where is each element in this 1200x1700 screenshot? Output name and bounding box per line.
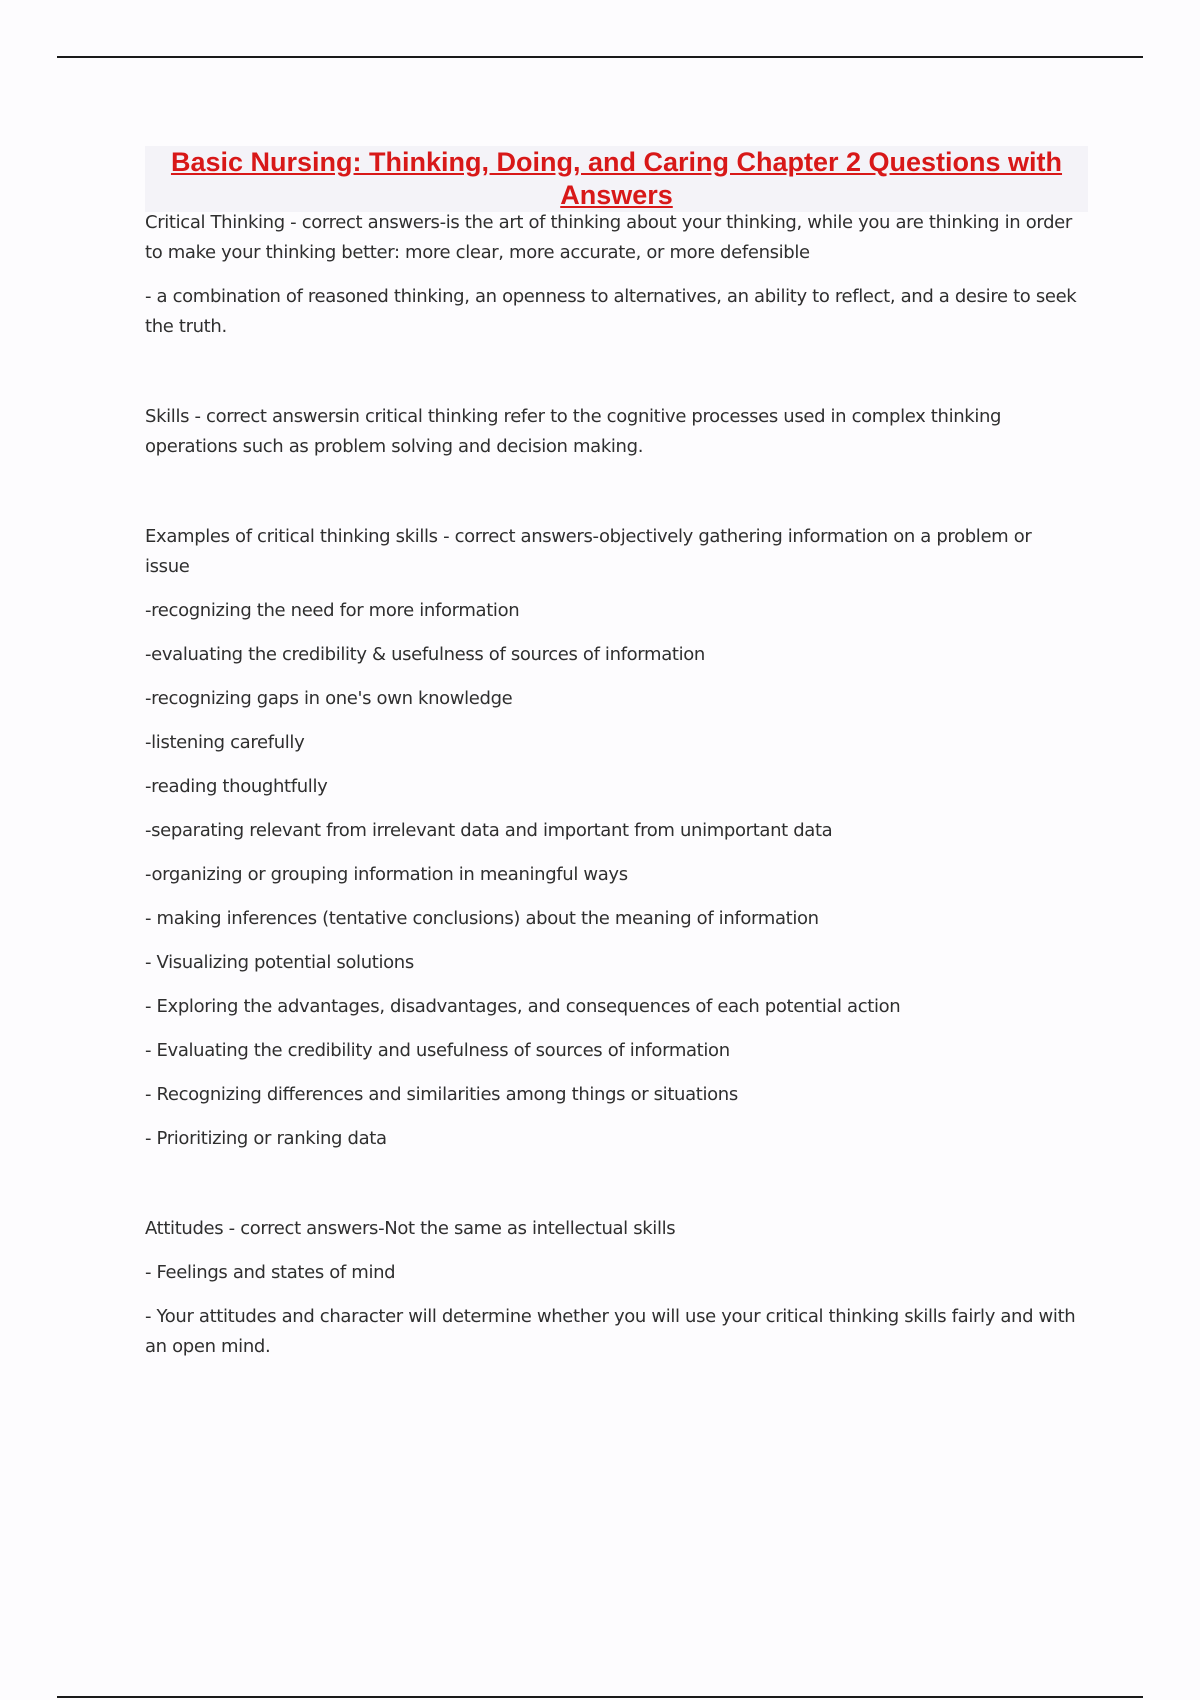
list-item: -organizing or grouping information in meaningful ways	[145, 864, 628, 885]
section-critical-thinking	[145, 208, 1080, 342]
spacer	[145, 1168, 1080, 1214]
paragraph: Attitudes - correct answers-Not the same as intellectual skills	[145, 1218, 676, 1239]
list-item: - making inferences (tentative conclusions) about the meaning of information	[145, 908, 819, 929]
list-item: -recognizing gaps in one's own knowledge	[145, 688, 513, 709]
spacer	[145, 476, 1080, 522]
list-item: -reading thoughtfully	[145, 776, 328, 797]
title-box	[145, 146, 1088, 212]
paragraph: Examples of critical thinking skills - correct answers-objectively gathering information on a problem or issue	[145, 526, 1032, 577]
paragraph: Critical Thinking - correct answers-is the art of thinking about your thinking, while you are thinking in order to make your thinking better: more clear, more accurate, or more defensible	[145, 212, 1072, 263]
list-item: -listening carefully	[145, 732, 305, 753]
list-item: - Exploring the advantages, disadvantages, and consequences of each potential action	[145, 996, 901, 1017]
document-title: Basic Nursing: Thinking, Doing, and Caring Chapter 2 Questions with Answers	[170, 147, 1063, 210]
section-skills	[145, 402, 1080, 462]
section-attitudes	[145, 1214, 1080, 1362]
list-item: -separating relevant from irrelevant data and important from unimportant data	[145, 820, 833, 841]
list-item: - Visualizing potential solutions	[145, 952, 414, 973]
spacer	[145, 356, 1080, 402]
list-item: - Your attitudes and character will determine whether you will use your critical thinking skills fairly and with an open mind.	[145, 1306, 1076, 1357]
document-body	[145, 208, 1080, 1376]
list-item: - Recognizing differences and similarities among things or situations	[145, 1084, 738, 1105]
top-rule	[57, 56, 1143, 58]
list-item: -evaluating the credibility & usefulness of sources of information	[145, 644, 705, 665]
list-item: - Evaluating the credibility and usefulness of sources of information	[145, 1040, 730, 1061]
bottom-rule	[57, 1696, 1143, 1698]
paragraph: - a combination of reasoned thinking, an openness to alternatives, an ability to reflect, and a desire to seek the truth.	[145, 286, 1077, 337]
list-item: - Prioritizing or ranking data	[145, 1128, 387, 1149]
section-examples	[145, 522, 1080, 1154]
list-item: - Feelings and states of mind	[145, 1262, 396, 1283]
paragraph: Skills - correct answersin critical thinking refer to the cognitive processes used in complex thinking operations such as problem solving and decision making.	[145, 406, 1002, 457]
list-item: -recognizing the need for more information	[145, 600, 520, 621]
